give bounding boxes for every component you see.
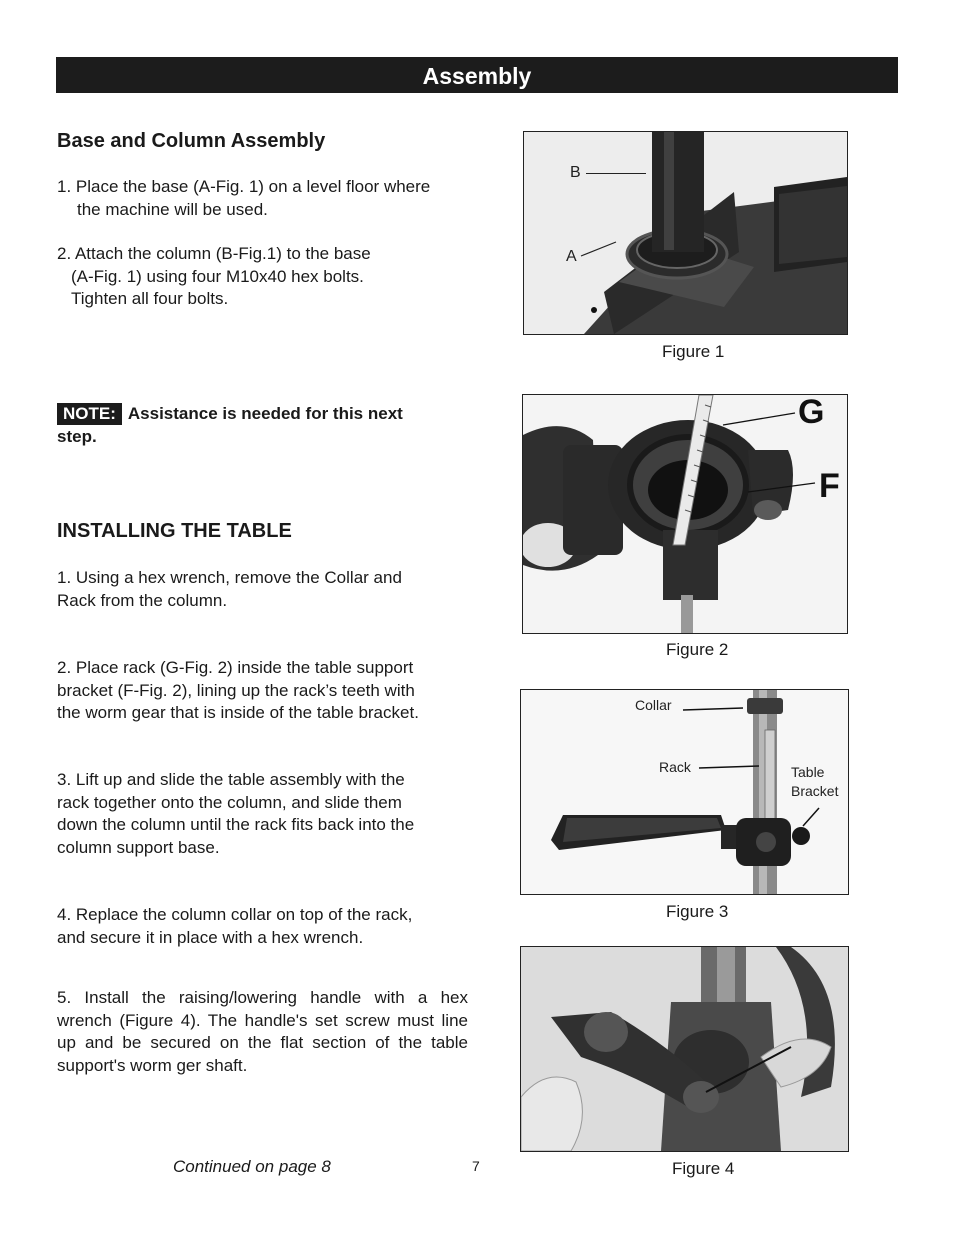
note-text-line-1: Assistance is needed for this next: [127, 404, 403, 423]
figure-1-label-b: B: [570, 164, 581, 181]
note-label: NOTE:: [57, 403, 122, 425]
section-banner: [56, 57, 898, 93]
table-step-1-line-1: 1. Using a hex wrench, remove the Collar and: [57, 568, 402, 587]
figure-1-label-a: A: [566, 248, 577, 265]
table-step-3-line-2: rack together onto the column, and slide them: [57, 792, 402, 812]
banner-title: Assembly: [422, 63, 532, 89]
figure-1-caption: Figure 1: [662, 342, 725, 361]
figure-3-image: [520, 689, 849, 895]
table-step-3-line-4: column support base.: [57, 837, 220, 857]
figure-3-label-bracket: Bracket: [791, 783, 839, 799]
figure-3-label-collar: Collar: [635, 697, 672, 713]
page-number: 7: [472, 1158, 480, 1174]
figure-1-image: [523, 131, 848, 335]
base-step-1-line-1: 1. Place the base (A-Fig. 1) on a level floor where: [57, 177, 431, 196]
base-step-1: [57, 176, 430, 221]
figure-4-caption: Figure 4: [672, 1159, 735, 1178]
note-text-line-2: step.: [57, 426, 97, 446]
table-step-2-line-1: 2. Place rack (G-Fig. 2) inside the table support: [57, 658, 414, 677]
figure-2-caption: Figure 2: [666, 640, 729, 659]
table-step-1-line-2: Rack from the column.: [57, 590, 228, 610]
figure-3-label-rack: Rack: [659, 759, 691, 775]
base-column-heading: Base and Column Assembly: [57, 130, 326, 152]
installing-table-heading: INSTALLING THE TABLE: [57, 520, 292, 542]
table-step-2-line-2: bracket (F-Fig. 2), lining up the rack’s teeth with: [57, 680, 415, 700]
table-step-5: 5. Install the raising/lowering handle with a hex wrench (Figure 4). The handle's set screw must line up and be secured on the flat section of the table support's worm ger shaft.: [57, 988, 468, 1075]
table-step-2: [57, 657, 419, 725]
figure-3-caption: Figure 3: [666, 902, 729, 921]
table-step-3-line-3: down the column until the rack fits back into the: [57, 815, 415, 834]
base-step-1-line-2: the machine will be used.: [77, 199, 268, 219]
figure-4-image: [520, 946, 849, 1152]
figure-2-label-g: G: [798, 394, 825, 431]
table-step-3-line-1: 3. Lift up and slide the table assembly with the: [57, 770, 405, 789]
continued-note: Continued on page 8: [173, 1157, 331, 1176]
table-step-2-line-3: the worm gear that is inside of the table bracket.: [57, 703, 419, 722]
figure-3-label-table: Table: [791, 764, 825, 780]
base-step-2: [57, 243, 371, 311]
table-step-4-line-2: and secure it in place with a hex wrench.: [57, 927, 364, 947]
figure-1-leader-a: [524, 132, 847, 334]
table-step-4-line-1: 4. Replace the column collar on top of the rack,: [57, 905, 413, 924]
table-step-4: [57, 904, 412, 949]
figure-3-label-table-bracket: [791, 763, 838, 801]
assistance-note: [57, 403, 457, 448]
figure-4-drawing: [521, 947, 848, 1151]
table-step-1: [57, 567, 402, 612]
base-step-2-line-1: 2. Attach the column (B-Fig.1) to the base: [57, 244, 371, 263]
base-step-2-line-3: Tighten all four bolts.: [71, 289, 229, 308]
figure-2-label-f: F: [819, 467, 840, 505]
figure-2-image: [522, 394, 848, 634]
table-step-3: [57, 769, 414, 859]
base-step-2-line-2: (A-Fig. 1) using four M10x40 hex bolts.: [71, 266, 364, 286]
